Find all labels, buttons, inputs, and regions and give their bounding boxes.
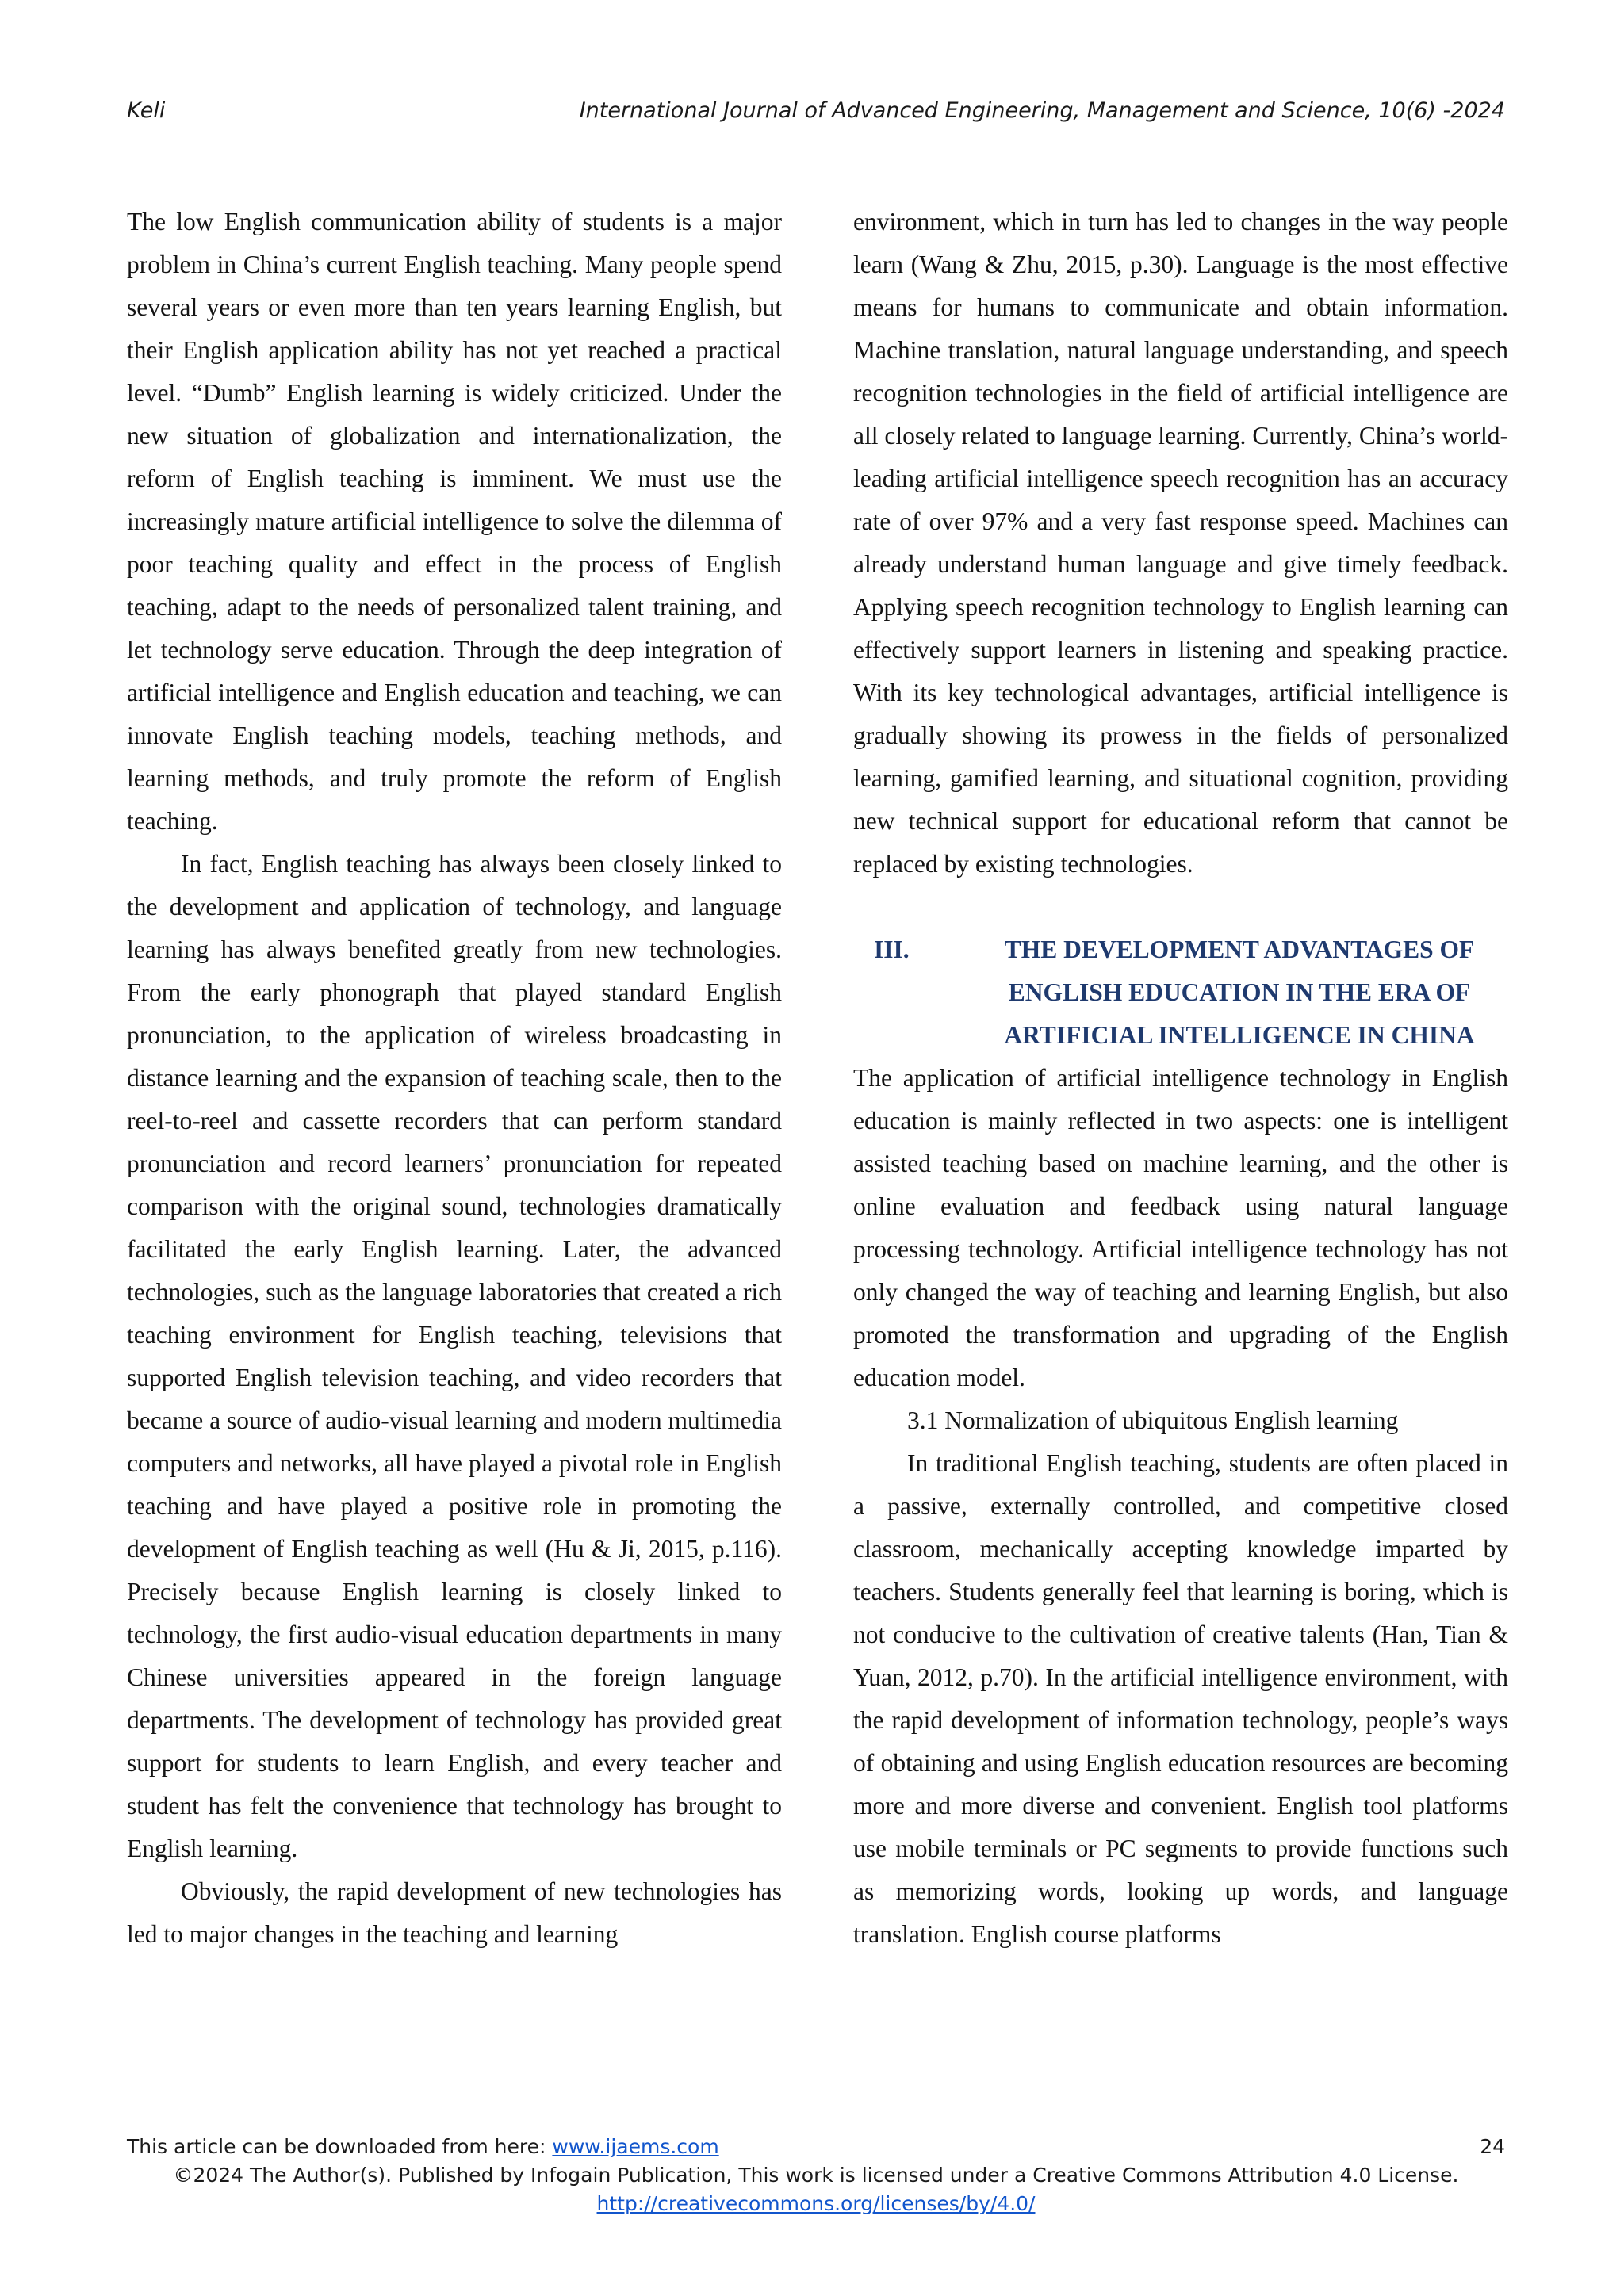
section-number: III. [874, 936, 910, 963]
body-paragraph: The low English communication ability of students is a major problem in China’s current English teaching. Many people spend several years or even more than ten years learning English, but their English application ability has not yet reached a practical level. “Dumb” English learning is widely criticized. Under the new situation of globalization and internationalization, the reform of English teaching is imminent. We must use the increasingly mature artificial intelligence to solve the dilemma of poor teaching quality and effect in the process of English teaching, adapt to the needs of personalized talent training, and let technology serve education. Through the deep integration of artificial intelligence and English education and teaching, we can innovate English teaching models, teaching methods, and learning methods, and truly promote the reform of English teaching. [127, 208, 782, 835]
header-author: Keli [127, 98, 166, 123]
section-heading [853, 928, 1508, 1057]
license-notice: ©2024 The Author(s). Published by Infogain Publication, This work is licensed under a Creative Commons Attribution 4.0 License. [173, 2164, 1459, 2187]
section-title: THE DEVELOPMENT ADVANTAGES OF ENGLISH EDUCATION IN THE ERA OF ARTIFICIAL INTELLIGENCE IN CHINA [1004, 936, 1475, 1049]
body-paragraph: In fact, English teaching has always been closely linked to the development and application of technology, and language learning has always benefited greatly from new technologies. From the early phonograph that played standard English pronunciation, to the application of wireless broadcasting in distance learning and the expansion of teaching scale, then to the reel-to-reel and cassette recorders that can perform standard pronunciation and record learners’ pronunciation for repeated comparison with the original sound, technologies dramatically facilitated the early English learning. Later, the advanced technologies, such as the language laboratories that created a rich teaching environment for English teaching, televisions that supported English television teaching, and video recorders that became a source of audio-visual learning and modern multimedia computers and networks, all have played a pivotal role in English teaching and have played a positive role in promoting the development of English teaching as well (Hu & Ji, 2015, p.116). Precisely because English learning is closely linked to technology, the first audio-visual education departments in many Chinese universities appeared in the foreign language departments. The development of technology has provided great support for students to learn English, and every teacher and student has felt the convenience that technology has brought to English learning. [127, 850, 782, 1862]
page-number: 24 [1480, 2135, 1505, 2158]
running-header [127, 98, 1505, 133]
body-paragraph: The application of artificial intelligence technology in English education is mainly reflected in two aspects: one is intelligent assisted teaching based on machine learning, and the other is online evaluation and feedback using natural language processing technology. Artificial intelligence technology has not only changed the way of teaching and learning English, but also promoted the transformation and upgrading of the English education model. [853, 1064, 1508, 1391]
header-journal-citation: International Journal of Advanced Engineering, Management and Science, 10(6) -2024 [579, 98, 1505, 123]
right-column [853, 201, 1508, 1956]
license-link[interactable]: http://creativecommons.org/licenses/by/4.0/ [596, 2192, 1036, 2215]
left-column [127, 201, 782, 1956]
body-paragraph: Obviously, the rapid development of new technologies has led to major changes in the teaching and learning [127, 1877, 782, 1948]
journal-website-link[interactable]: www.ijaems.com [552, 2135, 719, 2158]
body-paragraph: environment, which in turn has led to changes in the way people learn (Wang & Zhu, 2015, p.30). Language is the most effective means for humans to communicate and obtain information. Machine translation, natural language understanding, and speech recognition technologies in the field of artificial intelligence are all closely related to language learning. Currently, China’s world-leading artificial intelligence speech recognition has an accuracy rate of over 97% and a very fast response speed. Machines can already understand human language and give timely feedback. Applying speech recognition technology to English learning can effectively support learners in listening and speaking practice. With its key technological advantages, artificial intelligence is gradually showing its prowess in the fields of personalized learning, gamified learning, and situational cognition, providing new technical support for educational reform that cannot be replaced by existing technologies. [853, 208, 1508, 878]
download-prefix: This article can be downloaded from here: [127, 2135, 553, 2158]
page-footer [127, 2133, 1505, 2218]
body-paragraph: In traditional English teaching, students are often placed in a passive, externally controlled, and competitive closed classroom, mechanically accepting knowledge imparted by teachers. Students generally feel that learning is boring, which is not conducive to the cultivation of creative talents (Han, Tian & Yuan, 2012, p.70). In the artificial intelligence environment, with the rapid development of information technology, people’s ways of obtaining and using English education resources are becoming more and more diverse and convenient. English tool platforms use mobile terminals or PC segments to provide functions such as memorizing words, looking up words, and language translation. English course platforms [853, 1449, 1508, 1948]
subsection-heading: 3.1 Normalization of ubiquitous English learning [907, 1406, 1399, 1434]
